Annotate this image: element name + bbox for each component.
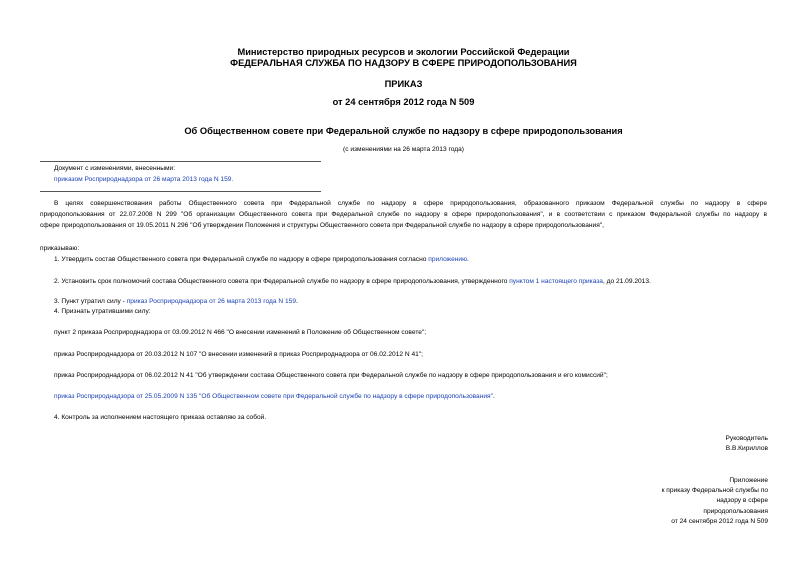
changes-bottom-rule <box>40 191 321 192</box>
item-4: 4. Признать утратившими силу: <box>54 308 151 315</box>
appendix-line-4: природопользования <box>703 508 768 515</box>
order-word: приказываю: <box>40 245 80 252</box>
repealed-2: приказ Росприроднадзора от 20.03.2012 N 107 "О внесении изменений в приказ Росприроднадзора от 06.02.2012 N 41"; <box>54 351 423 358</box>
doc-title: Об Общественном совете при Федеральной службе по надзору в сфере природопользования <box>184 126 623 136</box>
item-1-end: . <box>467 256 469 263</box>
preamble-line-3: сфере природопользования от 19.05.2011 N 296 "Об утверждении Положения и структуры Общественного совета при Федеральной службе по надзору в сфере природопользования", <box>40 222 604 229</box>
appendix-link[interactable]: приложению <box>428 256 468 263</box>
item-3-text: 3. Пункт утратил силу - <box>54 298 127 305</box>
amending-order-link[interactable]: приказ Росприроднадзора от 26 марта 2013 года N 159 <box>126 298 297 305</box>
item-1-ref-link[interactable]: пунктом 1 настоящего приказа <box>509 278 603 285</box>
repealed-3: приказ Росприроднадзора от 06.02.2012 N 41 "Об утверждении состава Общественного совета при Федеральной службе по надзору в сфере природопользования и его комиссий"; <box>54 372 608 379</box>
ministry-name: Министерство природных ресурсов и экологии Российской Федерации <box>237 47 570 57</box>
repealed-1: пункт 2 приказа Росприроднадзора от 03.09.2012 N 466 "О внесении изменений в Положение об Общественном совете"; <box>54 329 427 336</box>
item-3 <box>54 297 298 307</box>
appendix-line-5: от 24 сентября 2012 года N 509 <box>671 518 768 525</box>
appendix-line-3: надзору в сфере <box>716 497 768 504</box>
appendix-line-1: Приложение <box>729 477 768 484</box>
item-3-end: . <box>296 298 298 305</box>
appendix-line-2: к приказу Федеральной службы по <box>661 487 768 494</box>
changes-link[interactable]: приказом Росприроднадзора от 26 марта 2013 года N 159. <box>54 176 234 183</box>
preamble-line-2: природопользования от 22.07.2008 N 299 "Об организации Общественного совета при Федеральной службе по надзору в сфере природопользования", и в соответствии с приказом Федеральной службы по надзору в <box>40 211 767 218</box>
repealed-4-end: . <box>492 393 495 400</box>
item-1-text: 1. Утвердить состав Общественного совета при Федеральной службе по надзору в сфере природопользования согласно <box>54 256 429 263</box>
doc-type: ПРИКАЗ <box>384 79 423 89</box>
revision-note: (с изменениями на 26 марта 2013 года) <box>343 146 464 153</box>
service-name: ФЕДЕРАЛЬНАЯ СЛУЖБА ПО НАДЗОРУ В СФЕРЕ ПРИРОДОПОЛЬЗОВАНИЯ <box>230 58 577 68</box>
item-2 <box>54 277 651 287</box>
item-control: 4. Контроль за исполнением настоящего приказа оставляю за собой. <box>54 414 267 421</box>
signature-position: Руководитель <box>725 435 768 442</box>
repealed-4-link[interactable]: приказ Росприроднадзора от 25.05.2009 N 135 "Об Общественном совете при Федеральной службе по надзору в сфере природопользования" <box>54 393 493 400</box>
changes-top-rule <box>40 161 321 162</box>
item-2-text: 2. Установить срок полномочий состава Общественного совета при Федеральной службе по надзору в сфере природопользования, утвержденного <box>54 278 510 285</box>
preamble-line-1: В целях совершенствования работы Общественного совета при Федеральной службе по надзору в сфере природопользования, образованного приказом Федеральной службы по надзору в сфере <box>54 200 767 207</box>
item-1 <box>54 255 469 265</box>
doc-date: от 24 сентября 2012 года N 509 <box>332 97 475 107</box>
changes-label: Документ с изменениями, внесенными: <box>54 165 176 172</box>
signature-name: В.В.Кириллов <box>725 445 768 452</box>
repealed-4 <box>54 392 495 402</box>
item-2-end: , до 21.09.2013. <box>602 278 651 285</box>
